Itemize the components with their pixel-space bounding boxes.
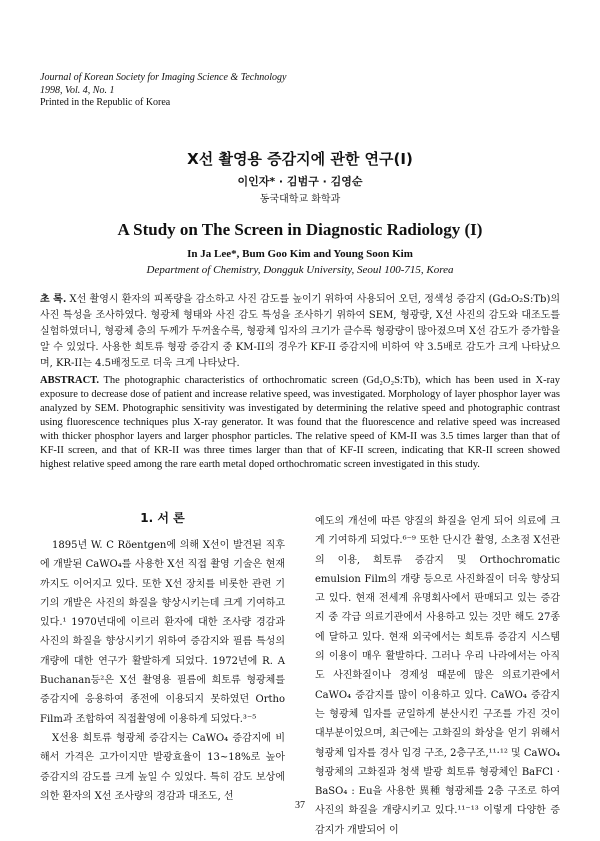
title-english: A Study on The Screen in Diagnostic Radiology (I) — [117, 220, 483, 239]
authors-korean: 이인자* · 김범구 · 김영순 — [237, 175, 363, 188]
page-number: 37 — [295, 800, 305, 811]
abstract-english-label: ABSTRACT. — [40, 375, 100, 386]
right-column — [315, 512, 560, 840]
abstract-english-text: The photographic characteristics of orthochromatic screen (Gd₂O₂S:Tb), which has been used in X-ray exposure to decrease dose of patient and increase relative speed, was investigated. Morphology of layer phosphor layer was analyzed by SEM. Photographic sensitivity was investigated by determining the relative speed and photographic contrast using fluorescence techniques plus X-ray generator. It was found that the fluorescence and relative speed was increased with thicker phosphor layers and larger phosphor particles. The relative speed of KM-II was 3.5 times larger than that of KF-II screen, and that of KR-II was three times larger than that of KF-II screen, indicating that KR-II screen showed highest relative speed among the rare earth metal doped orthochromatic screen investigated in this study. — [40, 375, 560, 470]
abstract-korean-label: 초 록. — [40, 294, 67, 305]
journal-volume: 1998, Vol. 4, No. 1 — [40, 84, 115, 96]
section-title-introduction: 1. 서 론 — [140, 511, 185, 525]
journal-name: Journal of Korean Society for Imaging Science & Technology — [40, 72, 287, 83]
abstract-english — [40, 374, 560, 472]
right-paragraph: 예도의 개선에 따른 양질의 화질을 얻게 되어 의료에 크게 기여하게 되었다.⁶⁻⁹ 또한 단시간 촬영, 소초점 X선관의 이용, 희토류 증감지 및 Orthochromatic emulsion Film의 개량 등으로 사진화질이 더욱 향상되고 있다. 현재 전세계 유명회사에서 판매되고 있는 증감지 중 각급 의료기관에서 사용하고 있는 것만 해도 27종에 달하고 있다. 현재 외국에서는 희토류 증감지 시스템의 이용이 매우 활발하다. 그러나 우리 나라에서는 아직도 사진화질이나 경제성 때문에 많은 의료기관에서 CaWO₄ 증감지를 많이 이용하고 있다. CaWO₄ 증감지는 형광체 입자를 균일하게 분산시킨 구조를 가진 것이 대부분이었으며, 최근에는 고화질의 화상을 얻기 위해서 형광체 입자를 경사 입경 구조, 2층구조,¹¹·¹² 및 CaWO₄ 형광체의 고화질과 청색 발광 희토류 형광체인 BaFCl · BaSO₄ : Eu을 사용한 異種 형광체를 2층 구조로 하여 사진의 화질을 개량시키고 있다.¹¹⁻¹³ 이렇게 다양한 증감지가 개발되어 이 — [315, 516, 560, 836]
authors-english: In Ja Lee*, Bum Goo Kim and Young Soon Kim — [187, 248, 413, 260]
journal-header — [40, 72, 286, 110]
affiliation-korean: 동국대학교 화학과 — [259, 194, 341, 205]
abstract-korean — [40, 292, 560, 372]
journal-print-note: Printed in the Republic of Korea — [40, 97, 171, 108]
left-paragraph: 1895년 W. C Röentgen에 의해 X선이 발견된 직후에 개발된 CaWO₄를 사용한 X선 직접 촬영 기술은 현재까지도 이어지고 있다. 또한 X선 장치를 비롯한 관련 기기의 개발은 사진의 화질을 향상시키는데 크게 기여하고 있다.¹ 1970년대에 이르러 환자에 대한 조사량 경감과 사진의 화질을 향상시키기 위하여 증감지와 필름 특성의 개량에 대한 연구가 활발하게 되었다. 1972년에 R. A Buchanan등²은 X선 촬영용 필름에 희토류 형광체를 증감지에 응용하여 종전에 이용되지 못하였던 Ortho Film과 조합하여 직접촬영에 이용하게 되었다.³⁻⁵ — [40, 540, 285, 725]
abstract-korean-text: X선 촬영시 환자의 피폭량을 감소하고 사진 감도를 높이기 위하여 사용되어 오던, 정색성 증감지 (Gd₂O₂S:Tb)의 사진 특성을 조사하였다. 형광체 형태와 사진 감도 특성을 조사하기 위하여 SEM, 형광량, X선 사진의 감도와 대조도를 실험하였더니, 형광체 층의 두께가 두꺼울수록, 형광체 입자의 크기가 클수록 형광량이 많아졌으며 X선 감도가 증가함을 알 수 있었다. 사용한 희토류 형광 증감지 중 KM-II의 경우가 KF-II 증감지에 비하여 약 3.5배로 감도가 크게 나타났으며, KR-II는 4.5배정도로 더욱 크게 나타났다. — [40, 294, 560, 369]
title-korean: X선 촬영용 증감지에 관한 연구(I) — [187, 150, 413, 168]
left-column — [40, 508, 285, 806]
left-paragraph: X선용 희토류 형광체 증감지는 CaWO₄ 증감지에 비해서 가격은 고가이지만 발광효율이 13~18%로 높아 증감지의 감도를 크게 높일 수 있었다. 특히 감도 보상에 의한 환자의 X선 조사량의 경감과 대조도, 선 — [40, 732, 285, 802]
affiliation-english: Department of Chemistry, Dongguk University, Seoul 100-715, Korea — [146, 264, 454, 276]
